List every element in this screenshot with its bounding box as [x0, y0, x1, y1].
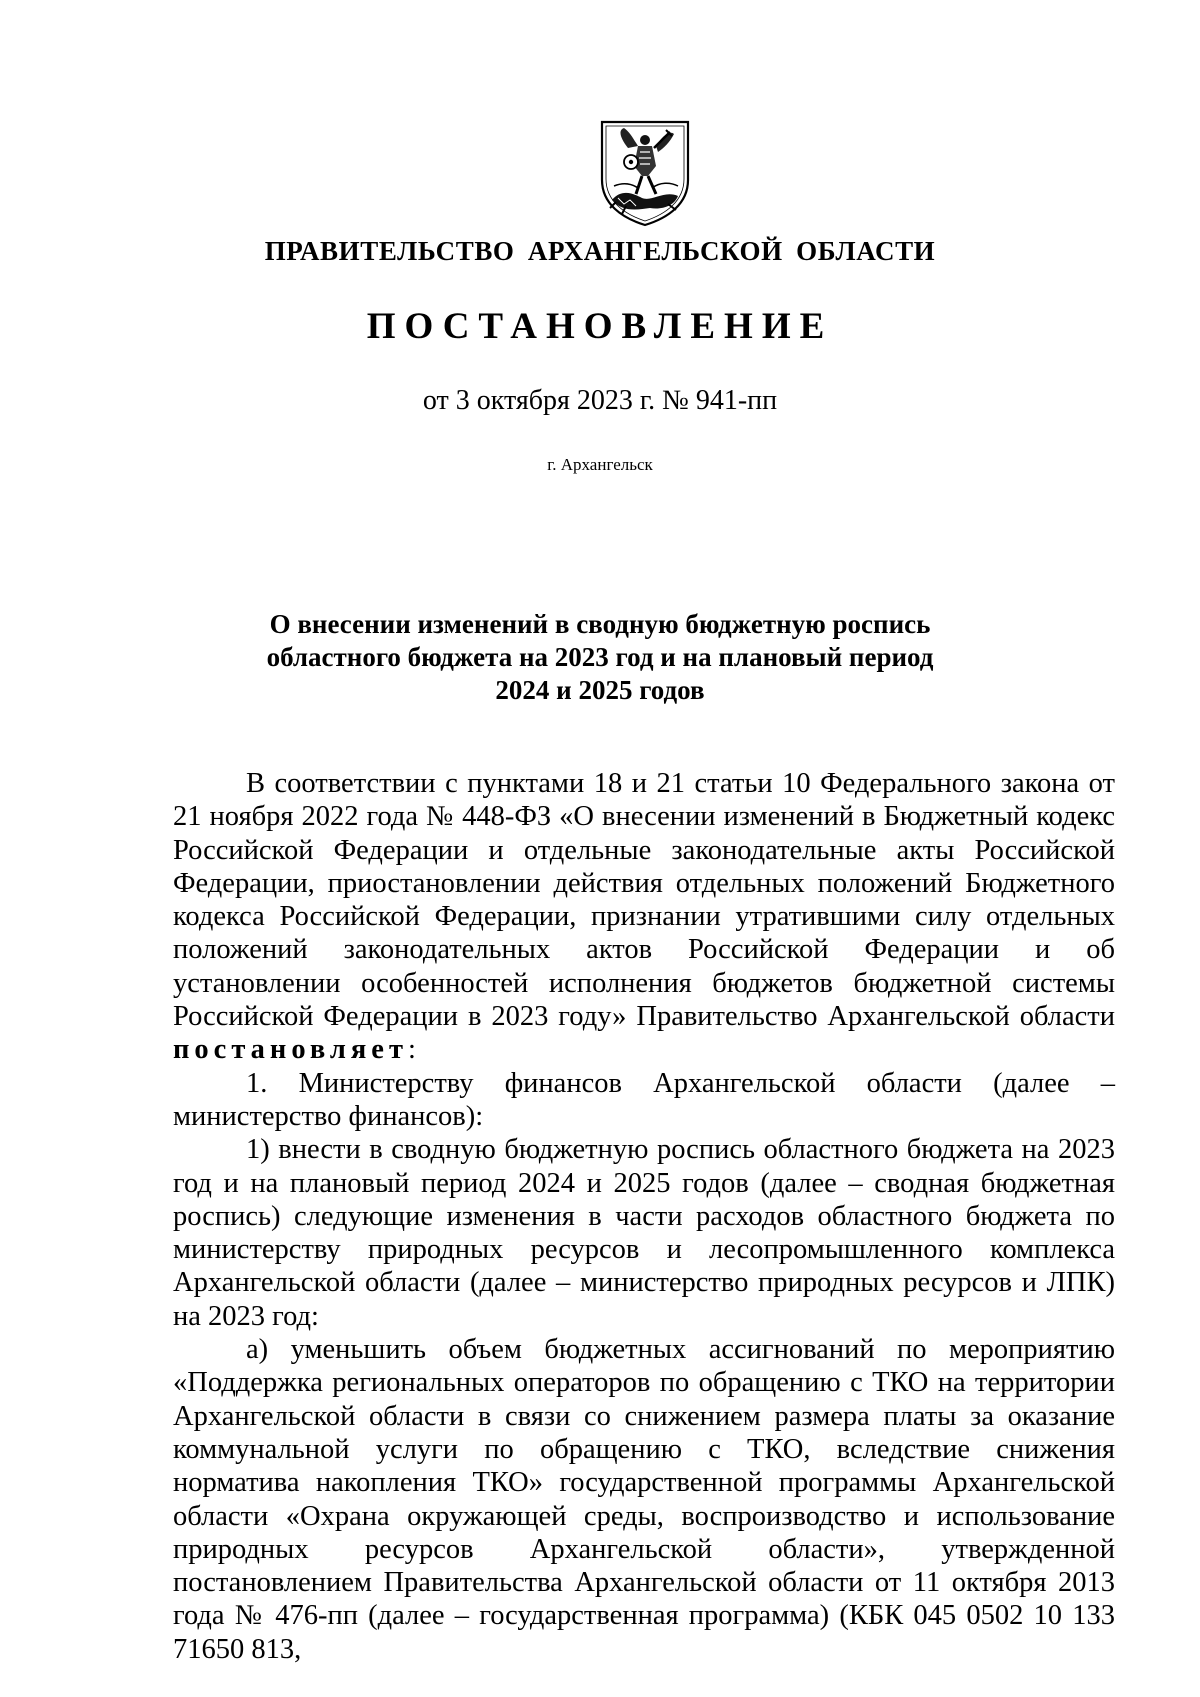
subject-line: 2024 и 2025 годов: [495, 675, 705, 705]
preamble-colon: :: [407, 1034, 416, 1066]
decree-date-number: от 3 октября 2023 г. № 941-пп: [422, 385, 778, 416]
body-paragraph-preamble: [173, 767, 1115, 1067]
decree-city: г. Архангельск: [547, 455, 653, 474]
subject-line: областного бюджета на 2023 год и на плановый период: [266, 642, 934, 672]
decree-subject: [200, 608, 1000, 707]
coat-of-arms-icon: [598, 118, 692, 228]
body-paragraph-item-1: 1. Министерству финансов Архангельской области (далее – министерство финансов):: [173, 1067, 1115, 1132]
subject-line: О внесении изменений в сводную бюджетную роспись: [269, 609, 931, 639]
preamble-text: В соответствии с пунктами 18 и 21 статьи 10 Федерального закона от 21 ноября 2022 года № 448-ФЗ «О внесении изменений в Бюджетный кодекс Российской Федерации и отдельные законодательные акты Российской Федерации, приостановлении действия отдельных положений Бюджетного кодекса Российской Федерации, признании утратившими силу отдельных положений законодательных актов Российской Федерации и об установлении особенностей исполнения бюджетов бюджетной системы Российской Федерации в 2023 году» Правительство Архангельской области: [173, 768, 1115, 1033]
document-type-title: ПОСТАНОВЛЕНИЕ: [366, 306, 834, 347]
decree-body: [173, 767, 1115, 1666]
body-paragraph-subitem-1: 1) внести в сводную бюджетную роспись областного бюджета на 2023 год и на плановый период 2024 и 2025 годов (далее – сводная бюджетная роспись) следующие изменения в части расходов областного бюджета по министерству природных ресурсов и лесопромышленного комплекса Архангельской области (далее – министерство природных ресурсов и ЛПК) на 2023 год:: [173, 1134, 1115, 1332]
government-name: ПРАВИТЕЛЬСТВО АРХАНГЕЛЬСКОЙ ОБЛАСТИ: [264, 236, 936, 266]
decrees-word: постановляет: [173, 1034, 408, 1066]
body-paragraph-subitem-a: а) уменьшить объем бюджетных ассигнований по мероприятию «Поддержка региональных операторов по обращению с ТКО на территории Архангельской области в связи со снижением размера платы за оказание коммунальной услуги по обращению с ТКО, вследствие снижения норматива накопления ТКО» государственной программы Архангельской области «Охрана окружающей среды, воспроизводство и использование природных ресурсов Архангельской области», утвержденной постановлением Правительства Архангельской области от 11 октября 2013 года № 476-пп (далее – государственная программа) (КБК 045 0502 10 133 71650 813,: [173, 1334, 1115, 1665]
